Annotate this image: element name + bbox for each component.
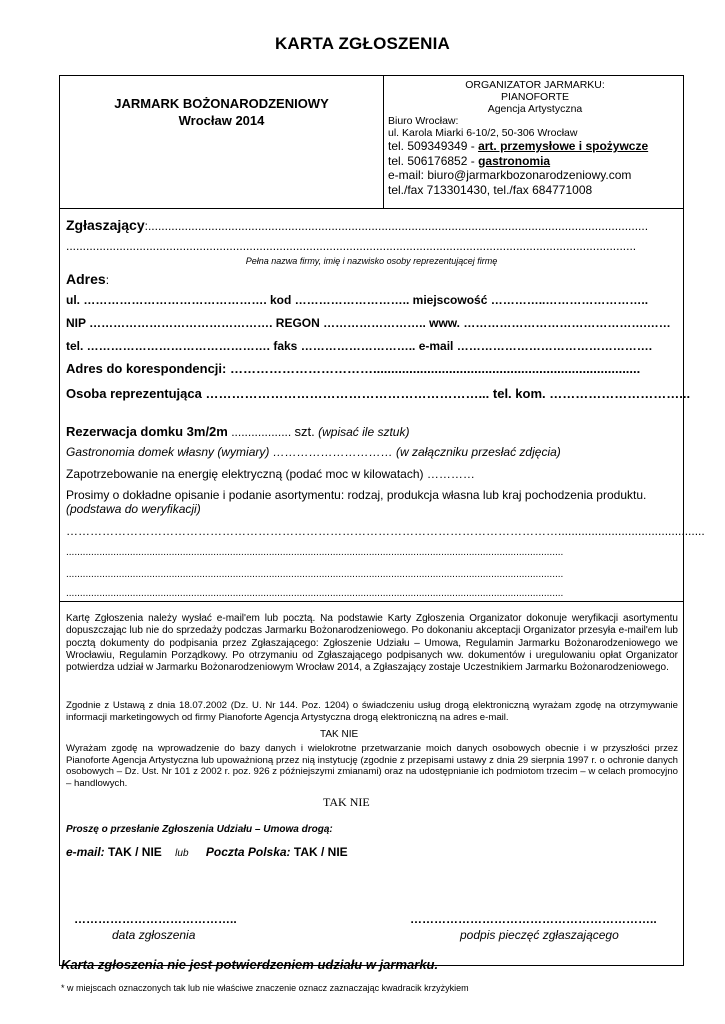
applicant-field[interactable]: Zgłaszający:...................................................................................................................................................... (66, 217, 649, 233)
consent-data-options[interactable]: TAK NIE (323, 795, 370, 809)
office-address: ul. Karola Miarki 6-10/2, 50-306 Wrocław (388, 127, 578, 139)
post-tak-nie-checkbox[interactable]: TAK / NIE (293, 845, 348, 859)
date-field[interactable]: ………………………………….. (74, 912, 237, 926)
organizer-label: ORGANIZATOR JARMARKU: (465, 79, 605, 91)
email-tak-nie-checkbox[interactable]: TAK / NIE (108, 845, 162, 859)
gastronomy-link[interactable]: gastronomia (478, 153, 551, 168)
delivery-options: e-mail: TAK / NIE lub Poczta Polska: TAK / NIE (66, 845, 348, 859)
consent-data-text: Wyrażam zgodę na wprowadzenie do bazy danych i wielokrotne przetwarzanie moich danych osobowych obecnie i w przyszłości przez Pianoforte Agencja Artystyczna lub upoważnioną przez nią instytucję (zgodnie z przepisami ustawy z dnia 29 sierpnia 1997 r. o ochronie danych osobowych – Dz. Ust. Nr 101 z 2002 r. poz. 926 z późniejszymi zmianami) oraz na udostępnianie ich podmiotom trzecim – w celach promocyjno – handlowych. (66, 743, 678, 789)
applicant-hint: Pełna nazwa firmy, imię i nazwisko osoby reprezentującej firmę (245, 256, 498, 266)
signature-field[interactable]: …………………………………………………….. (410, 912, 657, 926)
address-heading: Adres: (66, 271, 110, 287)
terms-paragraph: Kartę Zgłoszenia należy wysłać e-mail'em lub pocztą. Na podstawie Karty Zgłoszenia Organizator dokonuje weryfikacji asortymentu dopuszczając lub nie do sprzedaży podczas Jarmarku Bożonarodzeniowego. Po dokonaniu akceptacji Organizator przesyła e-mail'em lub pocztą dokumenty do podpisania przez Zgłaszającego: Zgłoszenie Udziału – Umowa, Regulamin Jarmarku Bożonarodzeniowego we Wrocławiu, Regulamin Porządkowy. Po otrzymaniu od Zgłaszającego podpisanych ww. dokumentów i uregulowaniu opłat Organizator potwierdza udział w Jarmarku Bożonarodzeniowym Wrocław 2014, a Zgłaszający zostaje Uczestnikiem Jarmarku Bożonarodzeniowego. (66, 613, 678, 674)
signature-label: podpis pieczęć zgłaszającego (460, 928, 619, 942)
delivery-prompt: Proszę o przesłanie Zgłoszenia Udziału – Umowa drogą: (66, 824, 333, 835)
date-label: data zgłoszenia (112, 928, 196, 942)
applicant-section (60, 209, 705, 602)
disclaimer: Karta zgłoszenia nie jest potwierdzeniem udziału w jarmarku. (61, 957, 439, 972)
organizer-name: PIANOFORTE (500, 91, 570, 103)
form-header (60, 76, 683, 209)
fair-info (60, 76, 384, 208)
fair-name: JARMARK BOŻONARODZENIOWY (114, 96, 329, 111)
footnote: * w miejscach oznaczonych tak lub nie właściwe znaczenie oznacz zaznaczając kwadracik krzyżykiem (61, 983, 469, 993)
industrial-link[interactable]: art. przemysłowe i spożywcze (478, 139, 649, 153)
assortment-line-3[interactable]: ................................................................................................................................................................................... (66, 569, 564, 580)
phone-gastronomy: tel. 506176852 - gastronomia (388, 153, 551, 168)
booth-reservation-field[interactable]: Rezerwacja domku 3m/2m .................. szt. (wpisać ile sztuk) (66, 424, 410, 439)
address-line-street[interactable]: ul. ………………………………………. kod ……………………….. miejscowość …………..…………………….. (66, 293, 649, 307)
consent-marketing-text: Zgodnie z Ustawą z dnia 18.07.2002 (Dz. U. Nr 144. Poz. 1204) o świadczeniu usług drogą elektroniczną wyrażam zgodę na otrzymywanie informacji marketingowych od firmy Pianoforte Agencja Artystyczna drogą elektroniczną na adres e-mail. (66, 700, 678, 723)
organizer-agency: Agencja Artystyczna (487, 103, 583, 115)
form-frame (59, 75, 705, 966)
energy-demand-field[interactable]: Zapotrzebowanie na energię elektryczną (podać moc w kilowatach) ………… (66, 467, 475, 481)
document-title: KARTA ZGŁOSZENIA (274, 34, 451, 53)
representative-field[interactable]: Osoba reprezentująca ………………………………………………………... tel. kom. …………………………... (66, 386, 691, 401)
address-line-nip[interactable]: NIP ………………………………………. REGON …………………….. www. ……………………………………….…… (66, 316, 671, 330)
assortment-line-4[interactable]: ................................................................................................................................................................................... (66, 588, 564, 599)
applicant-field-line2[interactable]: ........................................................................................................................................................................... (66, 239, 637, 253)
organizer-fax: tel./fax 713301430, tel./fax 684771008 (388, 182, 593, 197)
assortment-line-2[interactable]: ................................................................................................................................................................................... (66, 547, 564, 558)
gastronomy-booth-field[interactable]: Gastronomia domek własny (wymiary) ………………………… (w załączniku przesłać zdjęcia) (66, 445, 561, 459)
consent-marketing-options[interactable]: TAK NIE (320, 729, 359, 740)
address-line-phone[interactable]: tel. ………………………………………. faks ……………………….. e-mail …………………………………………. (66, 339, 653, 353)
assortment-line-1[interactable]: ……………………………………………………………………………………………………………............................................ (66, 524, 705, 538)
assortment-instruction: Prosimy o dokładne opisanie i podanie asortymentu: rodzaj, produkcja własna lub kraj pochodzenia produktu. (66, 488, 647, 502)
fair-year: Wrocław 2014 (178, 113, 265, 128)
organizer-info (388, 76, 682, 197)
phone-industrial: tel. 509349349 - art. przemysłowe i spożywcze (388, 139, 649, 153)
assortment-hint: (podstawa do weryfikacji) (66, 502, 201, 516)
correspondence-address-field[interactable]: Adres do korespondencji: …………………………….......................................................................... (66, 361, 641, 376)
terms-section (60, 602, 683, 965)
office-label: Biuro Wrocław: (388, 115, 459, 127)
organizer-email: e-mail: biuro@jarmarkbozonarodzeniowy.com (388, 168, 632, 182)
